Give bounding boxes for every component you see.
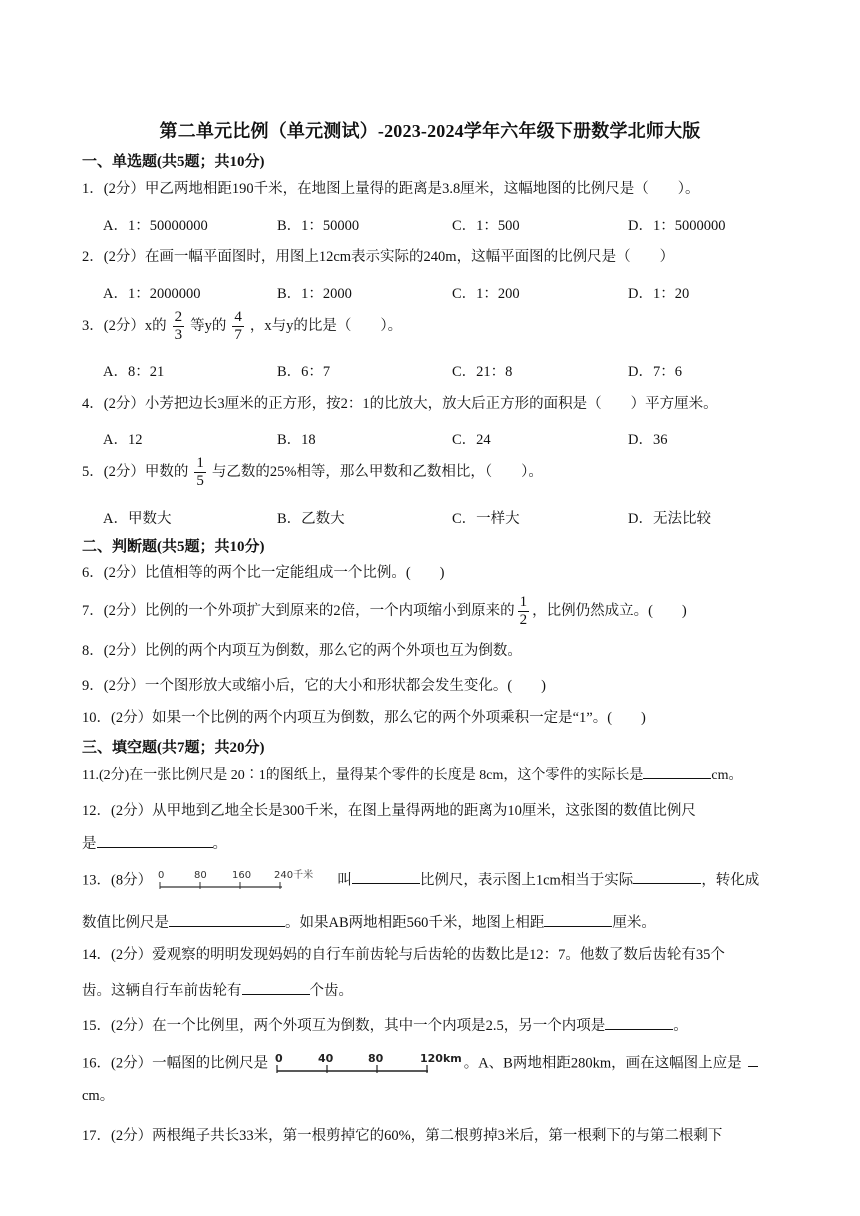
- section-heading-fill-blank: 三、填空题(共7题；共20分): [82, 740, 265, 756]
- question-14-line1: 14．(2分）爱观察的明明发现妈妈的自行车前齿轮与后齿轮的齿数比是12：7。他数了数后齿轮有35个: [82, 947, 725, 963]
- question-10: 10．(2分）如果一个比例的两个内项互为倒数，那么它的两个外项乘积一定是“1”。( ): [82, 710, 646, 726]
- q4-option-b: B．18: [277, 432, 316, 448]
- q2-option-d: D．1：20: [628, 286, 690, 302]
- answer-blank[interactable]: [748, 1052, 758, 1067]
- question-8: 8．(2分）比例的两个内项互为倒数，那么它的两个外项也互为倒数。: [82, 643, 522, 659]
- fraction-four-sevenths: $\frac{4}{7}$: [234, 309, 242, 343]
- line-scale-ruler-km: [272, 1051, 464, 1077]
- scale-label-80: 80: [193, 870, 207, 881]
- question-13-line2: 数值比例尺是 。如果AB两地相距560千米，地图上相距 厘米。: [82, 912, 656, 933]
- answer-blank[interactable]: [169, 912, 285, 927]
- section-heading-single-choice: 一、单选题(共5题；共10分): [82, 154, 265, 170]
- question-12-line2: 是 。: [82, 833, 227, 854]
- scale-label-40: 40: [317, 1052, 334, 1065]
- scale-label-0: 0: [274, 1052, 283, 1065]
- section-heading-true-false: 二、判断题(共5题；共10分): [82, 539, 265, 555]
- answer-blank[interactable]: [544, 912, 612, 927]
- question-2: 2．(2分）在画一幅平面图时，用图上12cm表示实际的240m，这幅平面图的比例尺是（ ）: [82, 249, 675, 265]
- scale-label-160: 160: [231, 870, 251, 881]
- q2-option-c: C．1：200: [452, 286, 520, 302]
- answer-blank[interactable]: [97, 833, 213, 848]
- q3-option-b: B．6：7: [277, 364, 331, 380]
- question-4: 4．(2分）小芳把边长3厘米的正方形，按2：1的比放大，放大后正方形的面积是（ ）平方厘米。: [82, 396, 718, 412]
- fraction-two-thirds: $\frac{2}{3}$: [174, 309, 183, 343]
- q3-option-d: D．7：6: [628, 364, 682, 380]
- scale-label-120km: 120km: [419, 1052, 462, 1065]
- fraction-one-half: $\frac{1}{2}$: [519, 594, 528, 628]
- question-16-line2: cm。: [82, 1088, 115, 1104]
- page-title: 第二单元比例（单元测试）-2023-2024学年六年级下册数学北师大版: [159, 121, 701, 141]
- question-9: 9．(2分）一个图形放大或缩小后，它的大小和形状都会发生变化。( ): [82, 678, 546, 694]
- q1-option-b: B．1：50000: [277, 218, 360, 234]
- answer-blank[interactable]: [352, 869, 420, 884]
- q1-option-d: D．1：5000000: [628, 218, 726, 234]
- q5-option-b: B．乙数大: [277, 511, 345, 527]
- q1-option-c: C．1：500: [452, 218, 520, 234]
- q3-option-c: C．21：8: [452, 364, 513, 380]
- q3-option-a: A．8：21: [103, 364, 165, 380]
- question-13-line1: 13．(8分） 0 80 160 240千米 叫 比例尺，表示图上1cm相当于实际 ，转化成: [82, 868, 759, 894]
- q2-option-b: B．1：2000: [277, 286, 352, 302]
- question-6: 6．(2分）比值相等的两个比一定能组成一个比例。( ): [82, 565, 445, 581]
- line-scale-ruler-km: [156, 868, 326, 894]
- fraction-one-fifth: $\frac{1}{5}$: [196, 455, 204, 489]
- question-14-line2: 齿。这辆自行车前齿轮有 个齿。: [82, 980, 353, 1001]
- q5-option-c: C．一样大: [452, 511, 520, 527]
- question-17: 17．(2分）两根绳子共长33米，第一根剪掉它的60%，第二根剪掉3米后，第一根剩下的与第二根剩下: [82, 1128, 723, 1144]
- question-11: 11.(2分)在一张比例尺是 20∶1的图纸上，量得某个零件的长度是 8cm，这个零件的实际长是 cm。: [82, 764, 743, 786]
- q4-option-d: D．36: [628, 432, 668, 448]
- answer-blank[interactable]: [643, 764, 711, 779]
- scale-label-240km: 240千米: [273, 870, 313, 881]
- q4-option-a: A．12: [103, 432, 143, 448]
- q2-option-a: A．1：2000000: [103, 286, 201, 302]
- question-3: 3．(2分）x的 $\frac{2}{3}$ 等y的 $\frac{4}{7}$ ，x与y的比是（ ）。: [82, 309, 403, 343]
- question-1: 1．(2分）甲乙两地相距190千米，在地图上量得的距离是3.8厘米，这幅地图的比例尺是（ ）。: [82, 181, 700, 197]
- q4-option-c: C．24: [452, 432, 491, 448]
- question-7: 7．(2分）比例的一个外项扩大到原来的2倍，一个内项缩小到原来的 $\frac{1}{2}$ ，比例仍然成立。( ): [82, 594, 687, 628]
- question-12-line1: 12．(2分）从甲地到乙地全长是300千米，在图上量得两地的距离为10厘米，这张图的数值比例尺: [82, 803, 696, 819]
- question-5: 5．(2分）甲数的 $\frac{1}{5}$ 与乙数的25%相等，那么甲数和乙数相比，（ ）。: [82, 455, 543, 489]
- question-16-line1: 16．(2分）一幅图的比例尺是 0 40 80 120km 。A、B两地相距280km，画在这幅图上应是: [82, 1051, 758, 1077]
- answer-blank[interactable]: [633, 869, 701, 884]
- q5-option-d: D．无法比较: [628, 511, 711, 527]
- q5-option-a: A．甲数大: [103, 511, 172, 527]
- answer-blank[interactable]: [605, 1015, 673, 1030]
- question-15: 15．(2分）在一个比例里，两个外项互为倒数，其中一个内项是2.5，另一个内项是 。: [82, 1015, 688, 1036]
- answer-blank[interactable]: [242, 980, 310, 995]
- scale-label-80: 80: [367, 1052, 384, 1065]
- scale-label-0: 0: [157, 870, 165, 881]
- q1-option-a: A．1：50000000: [103, 218, 208, 234]
